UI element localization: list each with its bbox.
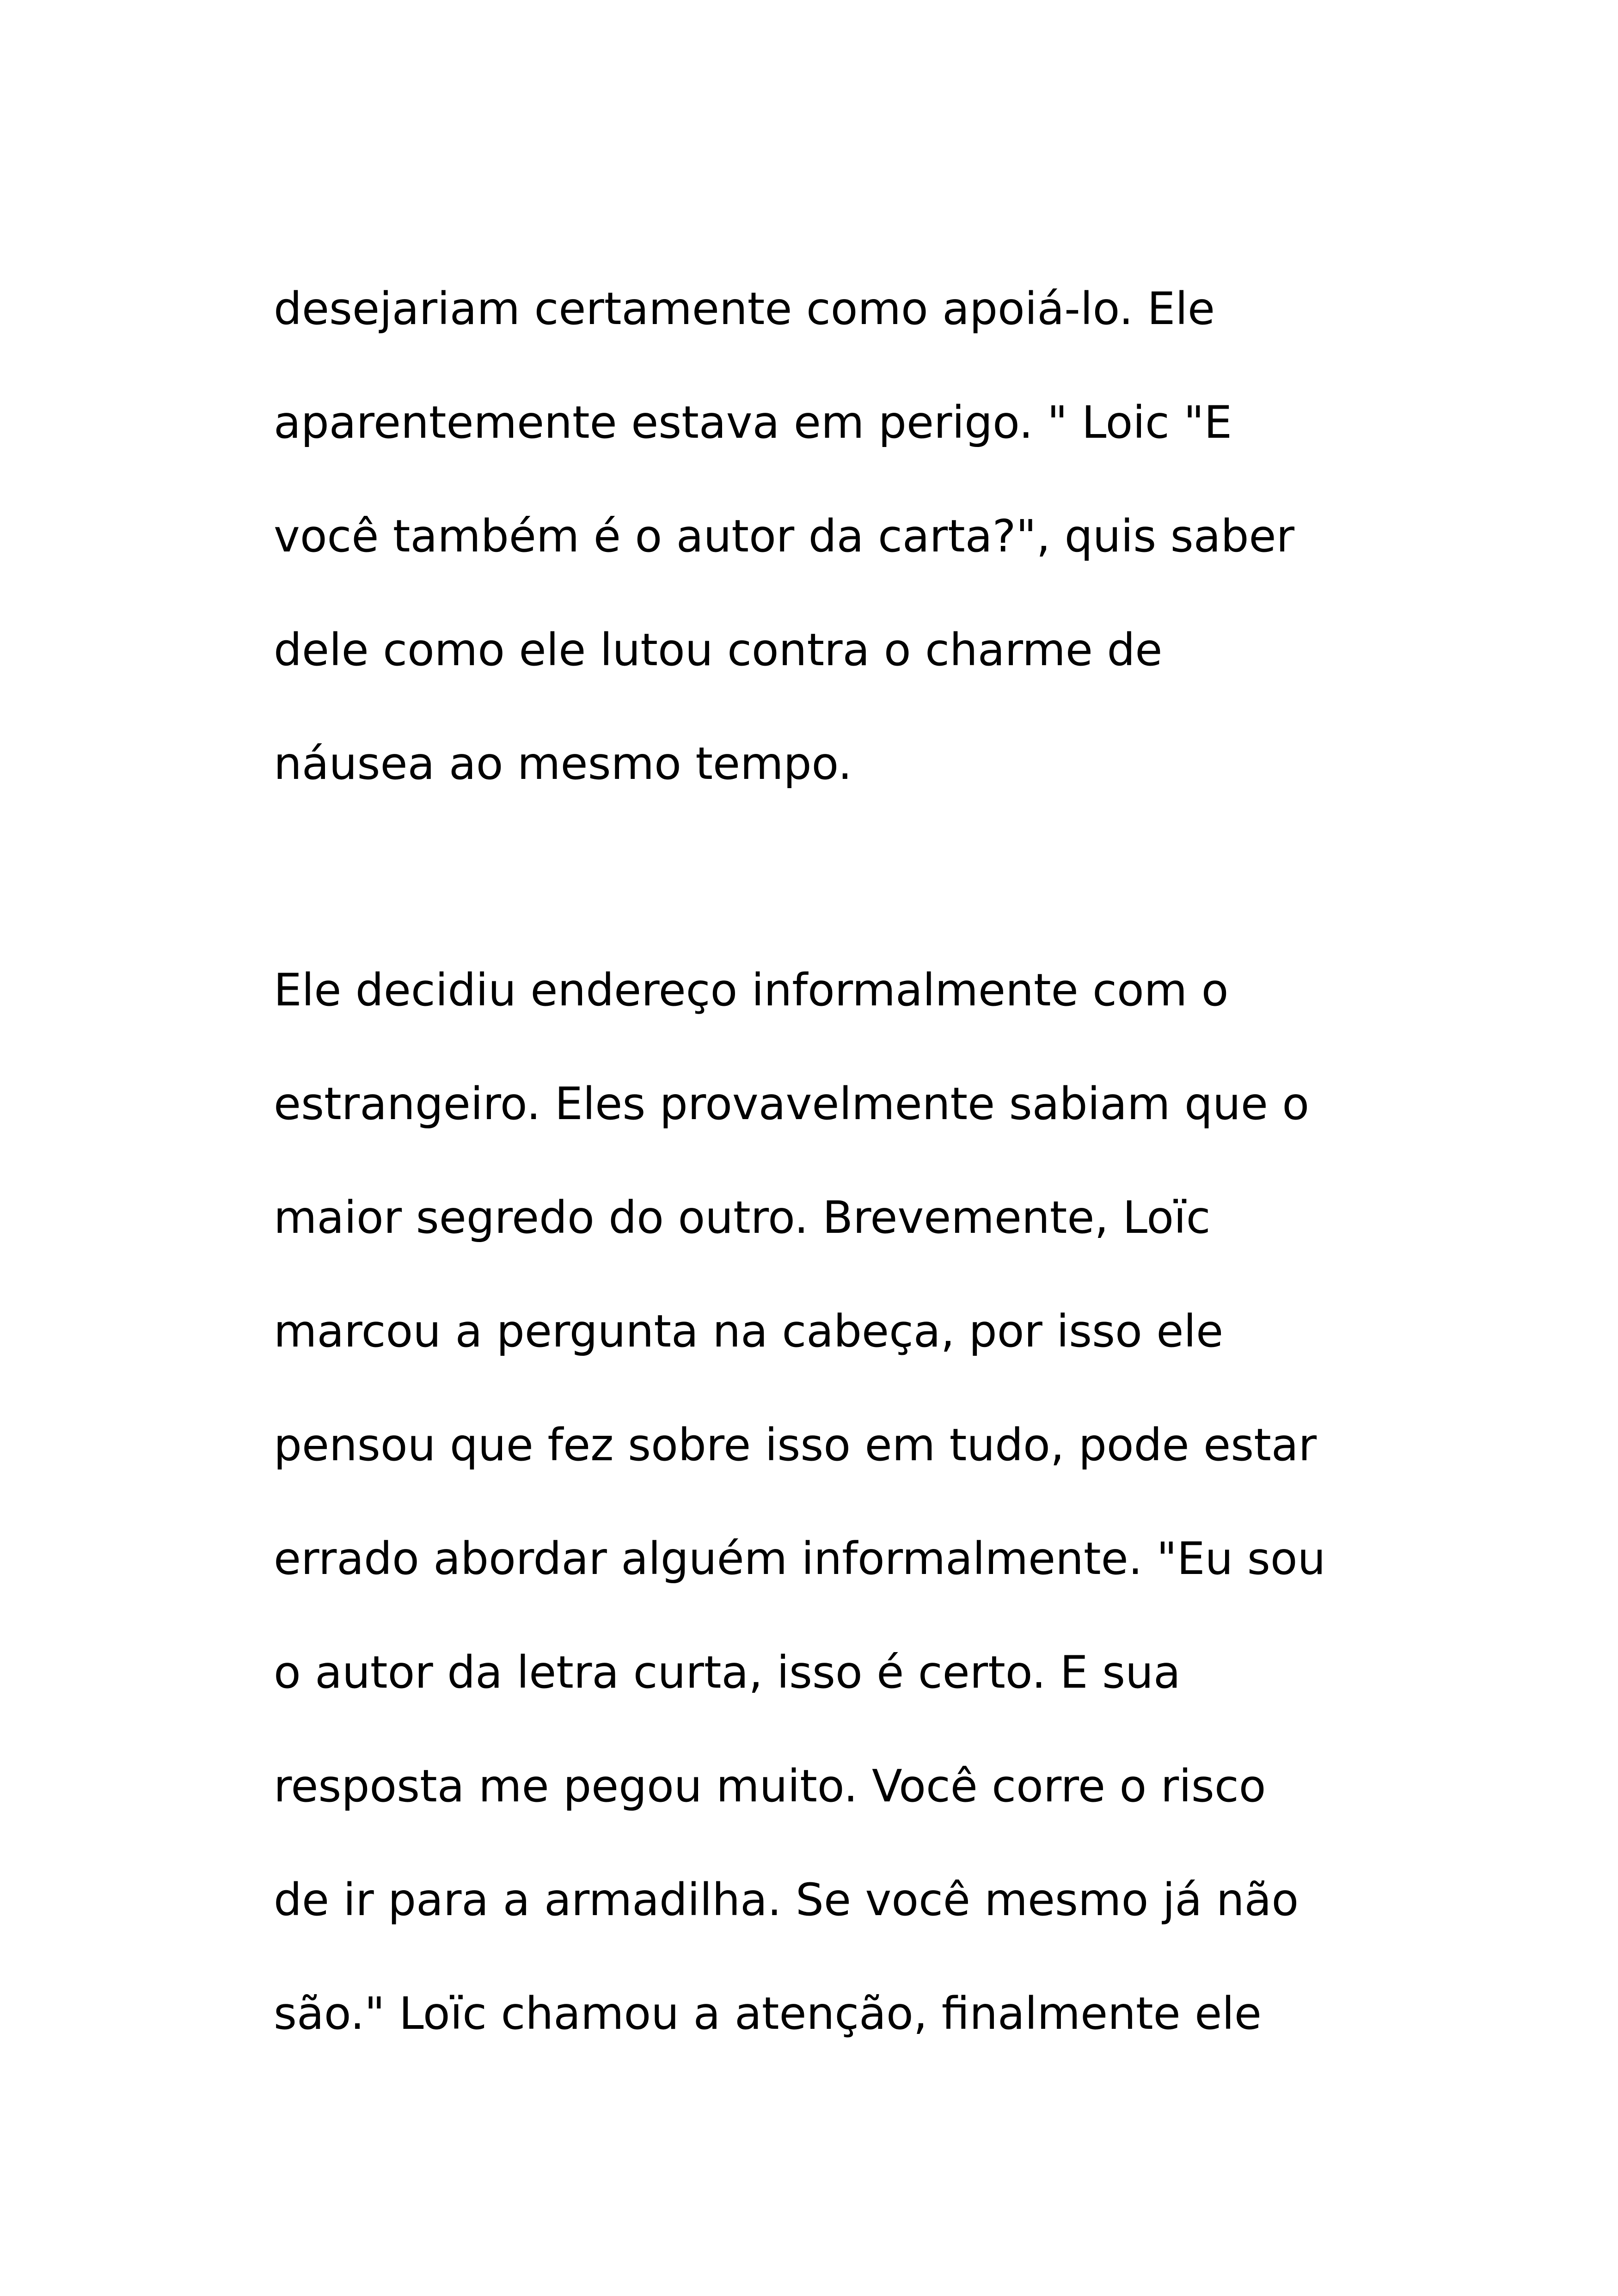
text-line: dele como ele lutou contra o charme de	[274, 624, 1163, 676]
text-line: o autor da letra curta, isso é certo. E sua	[274, 1647, 1181, 1698]
text-line: náusea ao mesmo tempo.	[274, 738, 852, 790]
text-line: estrangeiro. Eles provavelmente sabiam que o	[274, 1078, 1310, 1130]
paragraph-2	[274, 933, 1383, 2070]
text-line: desejariam certamente como apoiá-lo. Ele	[274, 283, 1215, 335]
text-line: você também é o autor da carta?", quis saber	[274, 510, 1295, 562]
text-line: de ir para a armadilha. Se você mesmo já não	[274, 1874, 1299, 1926]
text-line: resposta me pegou muito. Você corre o risco	[274, 1760, 1266, 1812]
text-line: errado abordar alguém informalmente. "Eu sou	[274, 1533, 1326, 1585]
text-line: são." Loïc chamou a atenção, finalmente ele	[274, 1988, 1262, 2039]
text-line: Ele decidiu endereço informalmente com o	[274, 964, 1229, 1016]
text-line: marcou a pergunta na cabeça, por isso ele	[274, 1305, 1224, 1357]
paragraph-1	[274, 252, 1383, 820]
text-line: maior segredo do outro. Brevemente, Loïc	[274, 1192, 1211, 1243]
text-line: aparentemente estava em perigo. " Loic "E	[274, 397, 1232, 448]
text-line: pensou que fez sobre isso em tudo, pode estar	[274, 1419, 1317, 1471]
